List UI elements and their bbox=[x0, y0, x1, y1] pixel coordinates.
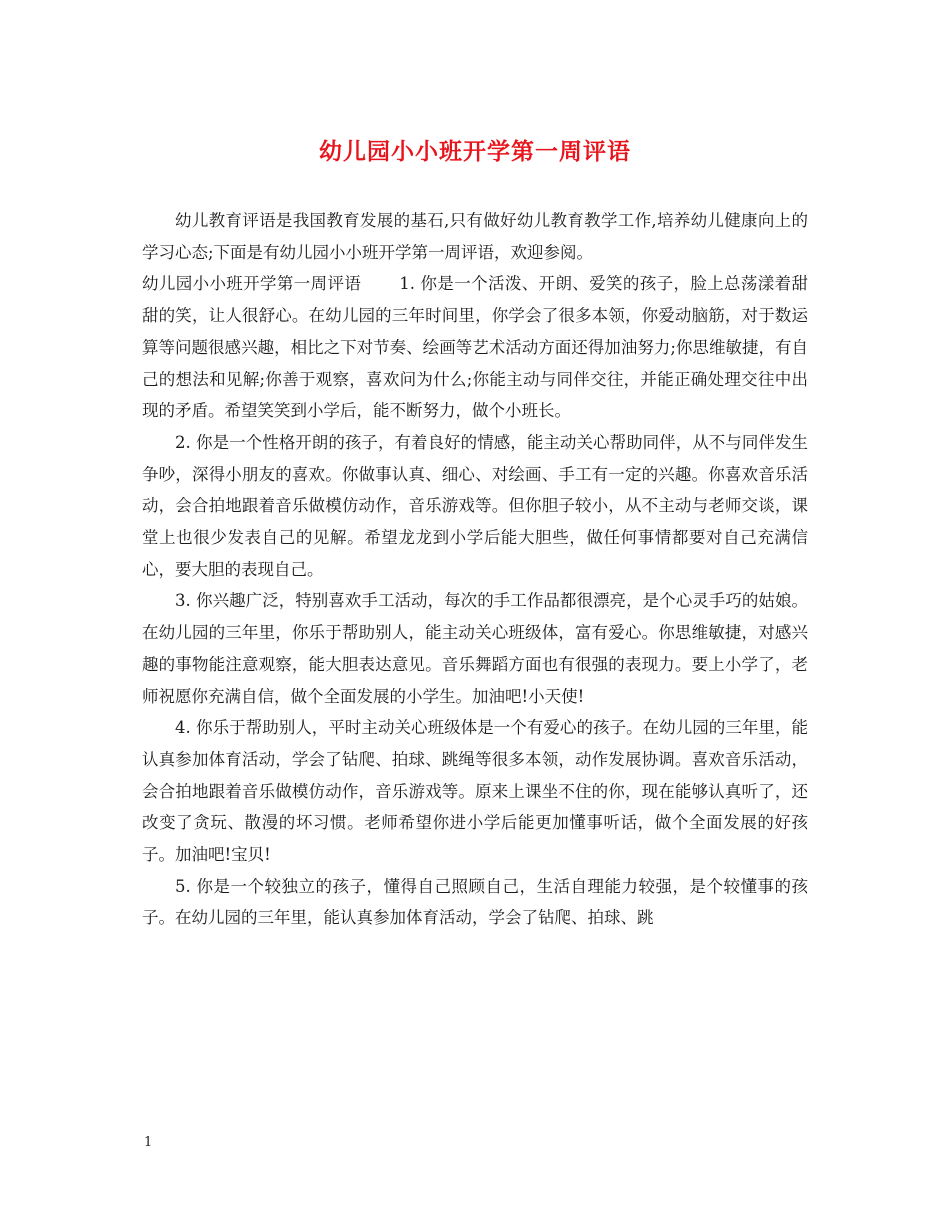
intro-paragraph: 幼儿教育评语是我国教育发展的基石,只有做好幼儿教育教学工作,培养幼儿健康向上的学习心态;下面是有幼儿园小小班开学第一周评语，欢迎参阅。 bbox=[142, 211, 808, 262]
first-comment-paragraph bbox=[142, 268, 808, 427]
document-title: 幼儿园小小班开学第一周评语 bbox=[319, 138, 631, 165]
comment-2: 2. 你是一个性格开朗的孩子，有着良好的情感，能主动关心帮助同伴，从不与同伴发生争吵，深得小朋友的喜欢。你做事认真、细心、对绘画、手工有一定的兴趣。你喜欢音乐活动，会合拍地跟着音乐做模仿动作，音乐游戏等。但你胆子较小，从不主动与老师交谈，课堂上也很少发表自己的见解。希望龙龙到小学后能大胆些，做任何事情都要对自己充满信心，要大胆的表现自己。 bbox=[142, 432, 808, 579]
comment-1: 1. 你是一个活泼、开朗、爱笑的孩子，脸上总荡漾着甜甜的笑，让人很舒心。在幼儿园的三年时间里，你学会了很多本领，你爱动脑筋，对于数运算等问题很感兴趣，相比之下对节奏、绘画等艺术活动方面还得加油努力;你思维敏捷，有自己的想法和见解;你善于观察，喜欢问为什么;你能主动与同伴交往，并能正确处理交往中出现的矛盾。希望笑笑到小学后，能不断努力，做个小班长。 bbox=[142, 274, 808, 421]
comment-5: 5. 你是一个较独立的孩子，懂得自己照顾自己，生活自理能力较强，是个较懂事的孩子。在幼儿园的三年里，能认真参加体育活动，学会了钻爬、拍球、跳 bbox=[142, 876, 808, 928]
comment-4: 4. 你乐于帮助别人，平时主动关心班级体是一个有爱心的孩子。在幼儿园的三年里，能认真参加体育活动，学会了钻爬、拍球、跳绳等很多本领，动作发展协调。喜欢音乐活动，会合拍地跟着音乐做模仿动作，音乐游戏等。原来上课坐不住的你，现在能够认真听了，还改变了贪玩、散漫的坏习惯。老师希望你进小学后能更加懂事听话，做个全面发展的好孩子。加油吧!宝贝! bbox=[142, 718, 808, 865]
page-number: 1 bbox=[144, 1135, 153, 1150]
section-subtitle: 幼儿园小小班开学第一周评语 bbox=[142, 274, 362, 294]
document-body bbox=[142, 205, 808, 934]
comment-3: 3. 你兴趣广泛，特别喜欢手工活动，每次的手工作品都很漂亮，是个心灵手巧的姑娘。在幼儿园的三年里，你乐于帮助别人，能主动关心班级体，富有爱心。你思维敏捷，对感兴趣的事物能注意观察，能大胆表达意见。音乐舞蹈方面也有很强的表现力。要上小学了，老师祝愿你充满自信，做个全面发展的小学生。加油吧!小天使! bbox=[142, 591, 808, 706]
